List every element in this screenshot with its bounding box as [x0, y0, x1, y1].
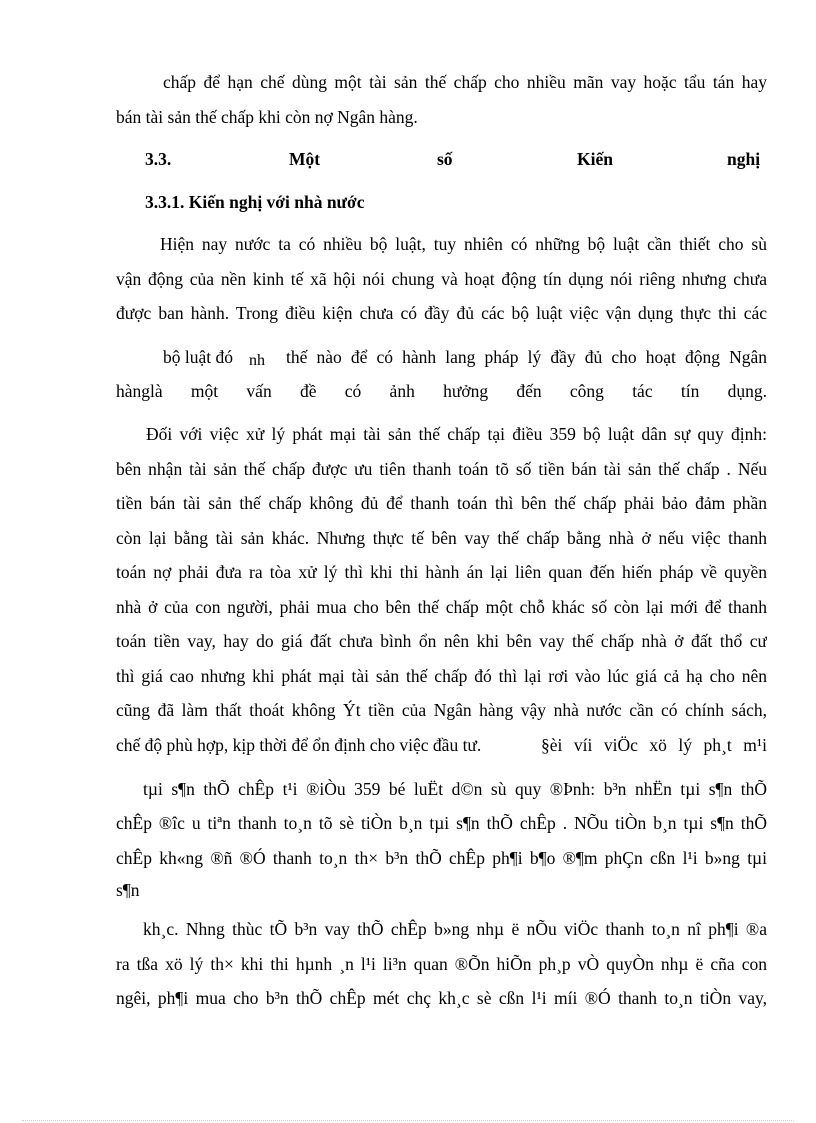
heading-word-1: Một: [289, 149, 321, 169]
paragraph-2-line-7: toán tiền vay, hay do giá đất chưa bình ổn nên khi bên vay thế chấp nhà ở đất thổ cư: [116, 631, 767, 651]
paragraph-2-line-3: tiền bán tài sản thế chấp không đủ để thanh toán thì bên thế chấp phải bảo đảm phần: [116, 493, 767, 513]
garbled-1-line-1: tµi s¶n thÕ chÊp t¹i ®iÒu 359 bé luËt d©n sù quy ®Þnh: b³n nhËn tµi s¶n thÕ: [143, 779, 767, 799]
paragraph-2-line-9: cũng đã làm thất thoát không Ýt tiền của Ngân hàng vậy nhà nước cần có chính sách,: [116, 700, 767, 720]
section-number: 3.3.: [145, 149, 172, 169]
paragraph-2-line-1: Đối với việc xử lý phát mại tài sản thế chấp tại điều 359 bộ luật dân sự quy định:: [146, 424, 767, 444]
paragraph-1-line-1: Hiện nay nước ta có nhiều bộ luật, tuy nhiên có những bộ luật cần thiết cho sù: [160, 234, 767, 254]
paragraph-2-line-8: thì giá cao nhưng khi phát mại tài sản thế chấp đó thì lại rơi vào lúc giá cả hạ cho nên: [116, 666, 767, 686]
paragraph-1b-part-2: thế nào để có hành lang pháp lý đầy đủ cho hoạt động Ngân: [286, 347, 767, 367]
paragraph-2-line-5: toán nợ phải đưa ra tòa xử lý thì khi thi hành án lại liên quan đến hiến pháp về quyền: [116, 562, 767, 582]
paragraph-1b-line-2: hànglà một vấn đề có ảnh hưởng đến công tác tín dụng.: [116, 381, 767, 401]
garbled-1-line-4: s¶n: [116, 880, 140, 900]
paragraph-1-line-3: được ban hành. Trong điều kiện chưa có đầy đủ các bộ luật việc vận dụng thực thi các: [116, 303, 767, 323]
page-bottom-divider: [22, 1120, 794, 1121]
paragraph-1-line-2: vận động của nền kinh tế xã hội nói chung và hoạt động tín dụng nói riêng nhưng chưa: [116, 269, 767, 289]
paragraph-2-last-part-2: §èi víi viÖc xö lý ph¸t m¹i: [541, 735, 767, 755]
heading-word-3: Kiến: [577, 149, 613, 169]
garbled-1-line-3: chÊp kh«ng ®ñ ®Ó thanh to¸n th× b³n thÕ chÊp ph¶i b¶o ®¶m phÇn cßn l¹i b»ng tµi: [116, 848, 767, 868]
garbled-2-line-3: ngêi, ph¶i mua cho b³n thÕ chÊp mét chç kh¸c sè cßn l¹i míi ®Ó thanh to¸n tiÒn vay,: [116, 988, 767, 1008]
subsection-heading: 3.3.1. Kiến nghị với nhà nước: [145, 192, 365, 212]
paragraph-1b-part-1: bộ luật đó: [163, 347, 233, 367]
intro-line-2: bán tài sản thế chấp khi còn nợ Ngân hàng.: [116, 107, 418, 127]
heading-word-4: nghị: [727, 149, 761, 169]
garbled-1-line-2: chÊp ®îc u tiªn thanh to¸n tõ sè tiÒn b¸n tµi s¶n thÕ chÊp . NÕu tiÒn b¸n tµi s¶n thÕ: [116, 813, 767, 833]
garbled-2-line-2: ra tßa xö lý th× khi thi hµnh ¸n l¹i li³n quan ®Õn hiÕn ph¸p vÒ quyÒn nhµ ë cña con: [116, 954, 767, 974]
intro-line-1: chấp để hạn chế dùng một tài sản thế chấp cho nhiều mãn vay hoặc tẩu tán hay: [163, 72, 767, 92]
paragraph-1b-part-nh: nh: [249, 352, 265, 369]
paragraph-2-last-part-1: chế độ phù hợp, kịp thời để ổn định cho việc đầu tư.: [116, 735, 482, 755]
paragraph-2-line-6: nhà ở của con người, phải mua cho bên thế chấp một chỗ khác số còn lại mới để thanh: [116, 597, 767, 617]
paragraph-2-line-2: bên nhận tài sản thế chấp được ưu tiên thanh toán tõ số tiền bán tài sản thế chấp . Nếu: [116, 459, 767, 479]
paragraph-2-line-4: còn lại bằng tài sản khác. Nhưng thực tế bên vay thế chấp bằng nhà ở nếu việc thanh: [116, 528, 767, 548]
section-heading: [145, 148, 767, 170]
garbled-2-line-1: kh¸c. Nhng thùc tÕ b³n vay thÕ chÊp b»ng nhµ ë nÕu viÖc thanh to¸n nî ph¶i ®a: [143, 919, 767, 939]
heading-word-2: số: [437, 149, 453, 169]
